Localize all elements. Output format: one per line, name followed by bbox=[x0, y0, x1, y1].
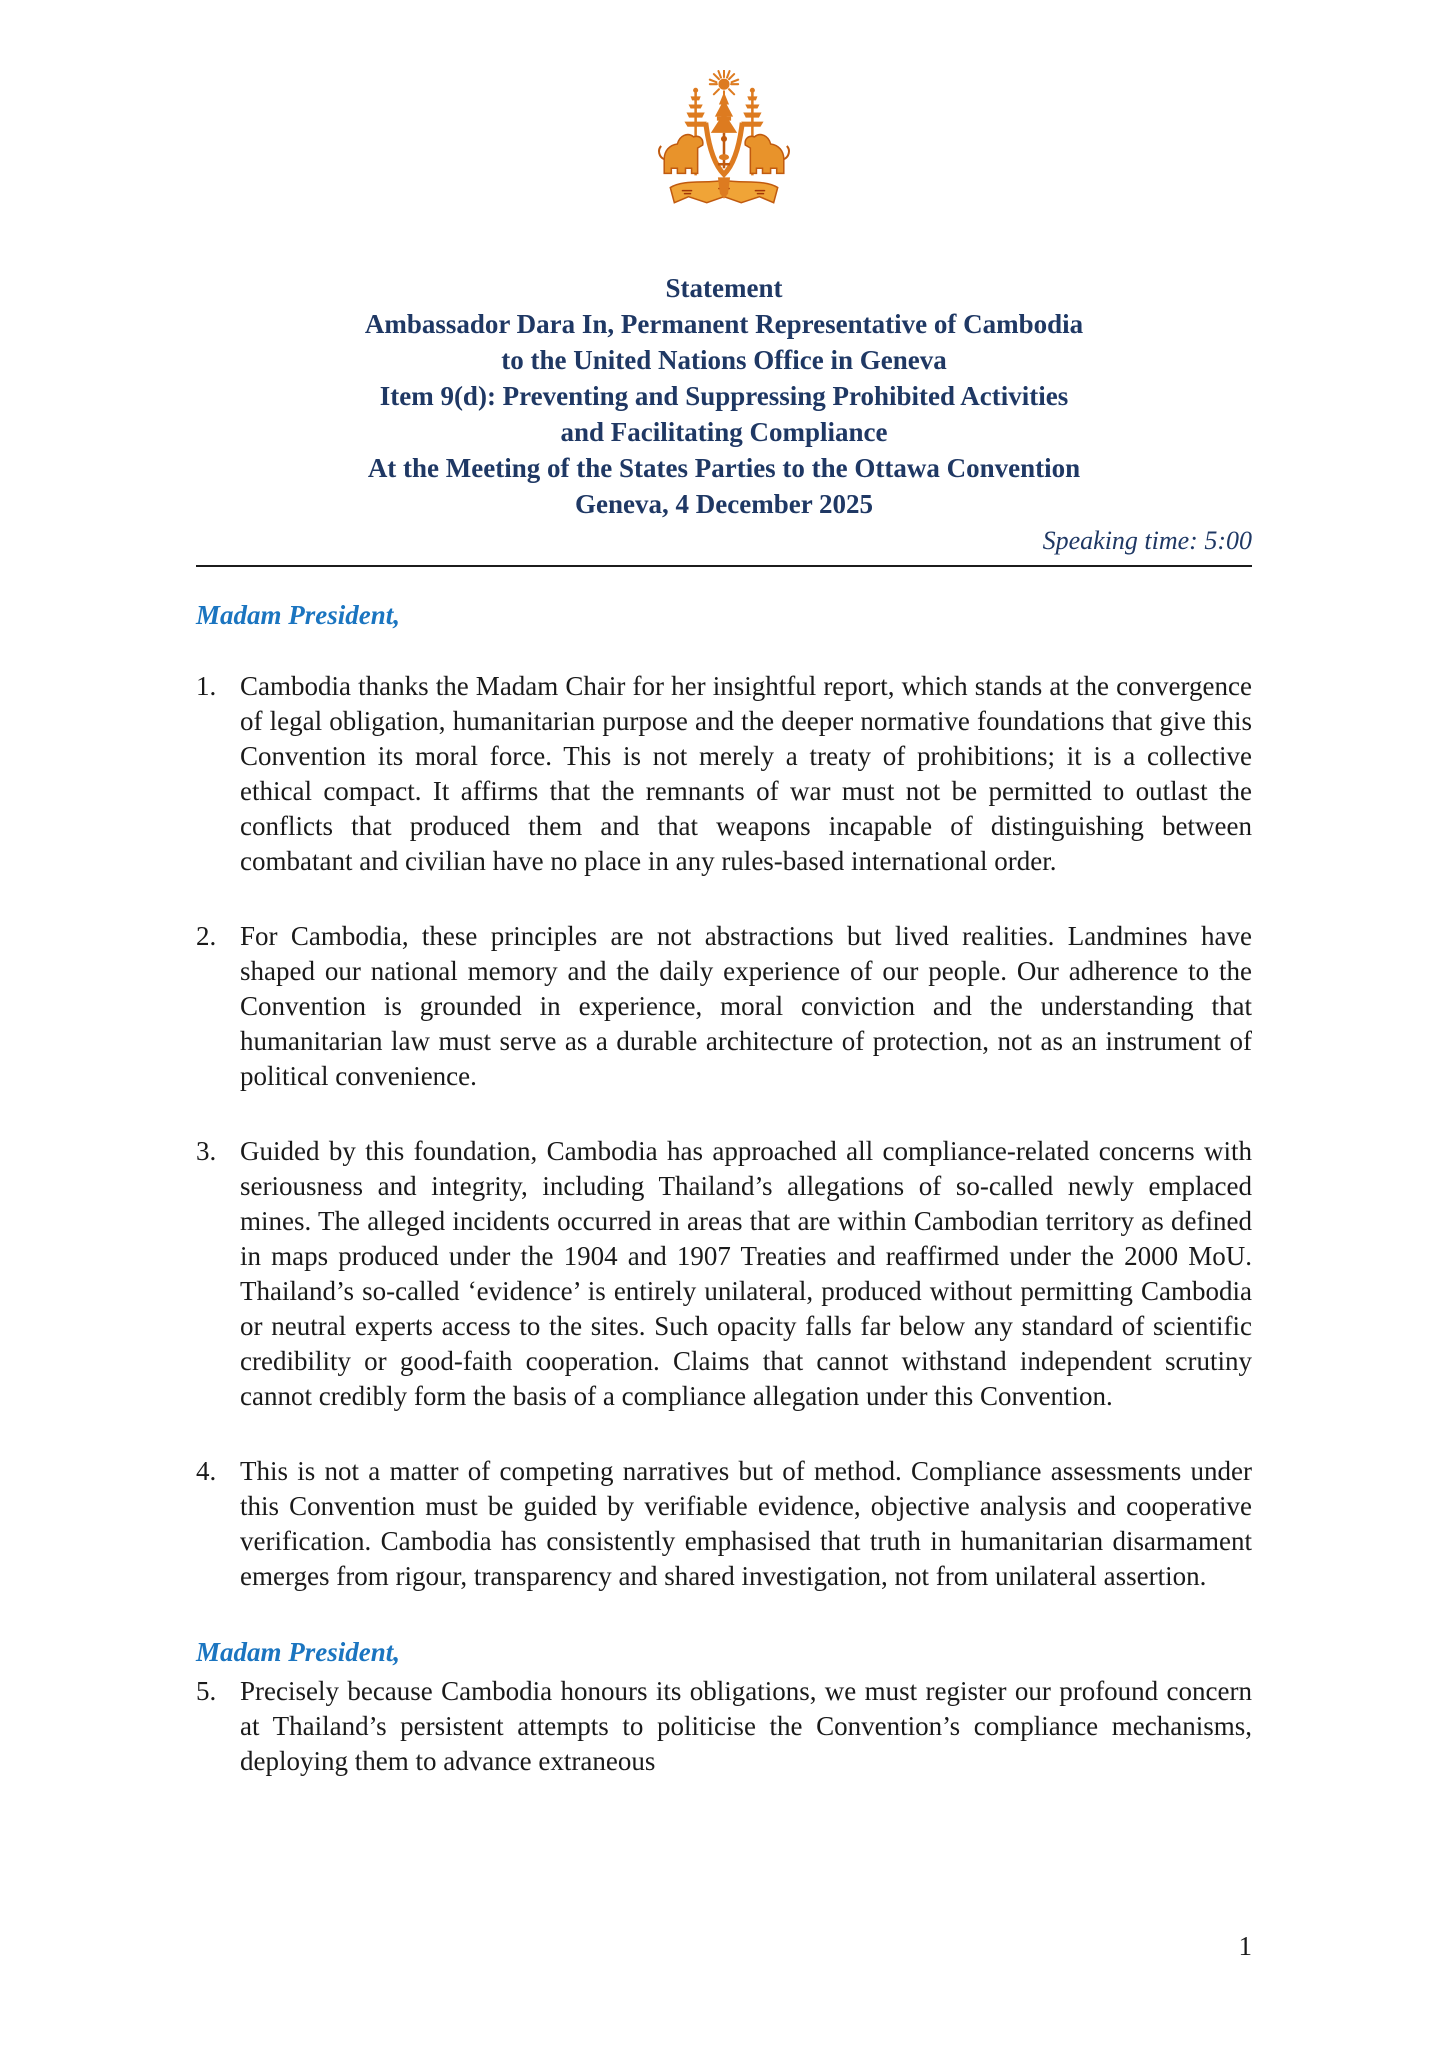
paragraph-5-number: 5. bbox=[196, 1676, 217, 1706]
paragraph-1-text: Cambodia thanks the Madam Chair for her insightful report, which stands at the convergence of legal obligation, humanitarian purpose and the deeper normative foundations that give this Convention its moral force. This is not merely a treaty of prohibitions; it is a collective ethical compact. It affirms that the remnants of war must not be permitted to outlast the conflicts that produced them and that weapons incapable of distinguishing between combatant and civilian have no place in any rules-based international order. bbox=[240, 671, 1252, 876]
title-line-meeting: At the Meeting of the States Parties to the Ottawa Convention bbox=[367, 453, 1081, 483]
salutation-madam-president-2: Madam President, bbox=[196, 1637, 401, 1667]
paragraph-1-number: 1. bbox=[196, 671, 217, 701]
speaking-time: Speaking time: 5:00 bbox=[1042, 526, 1252, 555]
paragraph-1 bbox=[196, 669, 1252, 879]
statement-header bbox=[196, 270, 1252, 522]
title-line-ambassador: Ambassador Dara In, Permanent Representative of Cambodia bbox=[364, 309, 1084, 339]
paragraph-4-text: This is not a matter of competing narratives but of method. Compliance assessments under this Convention must be guided by verifiable evidence, objective analysis and cooperative verification. Cambodia has consistently emphasised that truth in humanitarian disarmament emerges from rigour, transparency and shared investigation, not from unilateral assertion. bbox=[240, 1456, 1252, 1591]
paragraph-5 bbox=[196, 1674, 1252, 1779]
paragraph-2 bbox=[196, 919, 1252, 1094]
header-divider bbox=[196, 565, 1252, 567]
title-line-office: to the United Nations Office in Geneva bbox=[501, 345, 947, 375]
paragraph-3-text: Guided by this foundation, Cambodia has approached all compliance-related concerns with seriousness and integrity, including Thailand’s allegations of so-called newly emplaced mines. The alleged incidents occurred in areas that are within Cambodian territory as defined in maps produced under the 1904 and 1907 Treaties and reaffirmed under the 2000 MoU. Thailand’s so-called ‘evidence’ is entirely unilateral, produced without permitting Cambodia or neutral experts access to the sites. Such opacity falls far below any standard of scientific credibility or good-faith cooperation. Claims that cannot withstand independent scrutiny cannot credibly form the basis of a compliance allegation under this Convention. bbox=[240, 1136, 1252, 1411]
page-number: 1 bbox=[1238, 1931, 1252, 1961]
title-line-date: Geneva, 4 December 2025 bbox=[575, 489, 873, 519]
paragraph-2-text: For Cambodia, these principles are not abstractions but lived realities. Landmines have shaped our national memory and the daily experience of our people. Our adherence to the Convention is grounded in experience, moral conviction and the understanding that humanitarian law must serve as a durable architecture of protection, not as an instrument of political convenience. bbox=[240, 921, 1252, 1091]
paragraph-3 bbox=[196, 1134, 1252, 1414]
cambodia-royal-arms-emblem bbox=[196, 70, 1252, 222]
paragraph-4 bbox=[196, 1454, 1252, 1594]
salutation-madam-president-1: Madam President, bbox=[196, 600, 401, 630]
paragraph-5-text: Precisely because Cambodia honours its obligations, we must register our profound concern at Thailand’s persistent attempts to politicise the Convention’s compliance mechanisms, deploying them to advance extraneous bbox=[240, 1676, 1252, 1776]
title-line-item: Item 9(d): Preventing and Suppressing Prohibited Activities bbox=[379, 381, 1069, 411]
title-line-statement: Statement bbox=[665, 273, 783, 303]
paragraph-2-number: 2. bbox=[196, 921, 217, 951]
paragraph-4-number: 4. bbox=[196, 1456, 217, 1486]
royal-arms-icon bbox=[648, 70, 800, 222]
title-line-item-cont: and Facilitating Compliance bbox=[560, 417, 888, 447]
paragraph-3-number: 3. bbox=[196, 1136, 217, 1166]
